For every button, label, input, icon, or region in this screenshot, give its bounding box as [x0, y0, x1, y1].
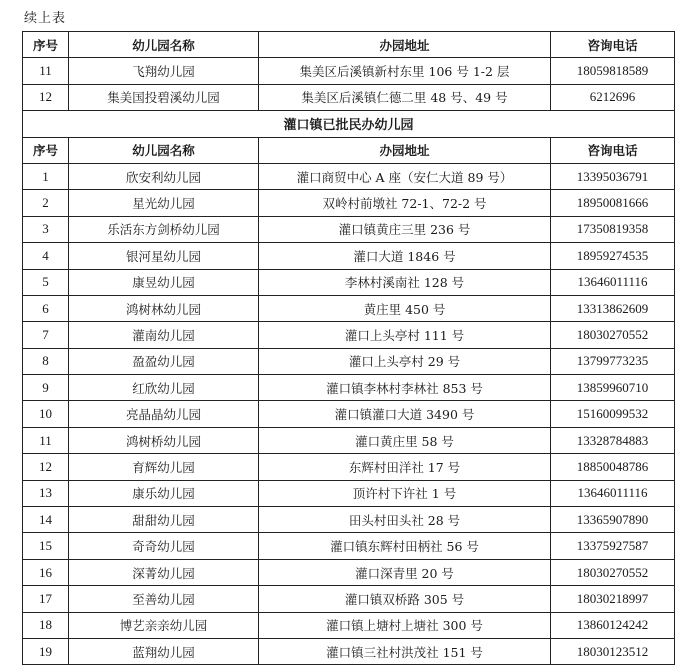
phone-number: 6212696 [551, 84, 675, 110]
kindergarten-address: 灌口镇三社村洪茂社 151 号 [259, 638, 551, 664]
kindergarten-address: 田头村田头社 28 号 [259, 507, 551, 533]
table-row [23, 612, 675, 638]
header-address: 办园地址 [259, 32, 551, 58]
kindergarten-address: 灌口商贸中心 A 座（安仁大道 89 号） [259, 163, 551, 189]
table-row [23, 295, 675, 321]
phone-number: 15160099532 [551, 401, 675, 427]
table-row [23, 533, 675, 559]
table-row [23, 559, 675, 585]
phone-number: 18030270552 [551, 559, 675, 585]
kindergarten-name: 飞翔幼儿园 [69, 58, 259, 84]
header-no: 序号 [23, 137, 69, 163]
kindergarten-name: 亮晶晶幼儿园 [69, 401, 259, 427]
phone-number: 18030123512 [551, 638, 675, 664]
kindergarten-address: 顶许村下许社 1 号 [259, 480, 551, 506]
row-number: 7 [23, 322, 69, 348]
table-row [23, 638, 675, 664]
header-address: 办园地址 [259, 137, 551, 163]
phone-number: 13859960710 [551, 375, 675, 401]
table-row [23, 507, 675, 533]
phone-number: 13860124242 [551, 612, 675, 638]
kindergarten-address: 双岭村前墩社 72-1、72-2 号 [259, 190, 551, 216]
phone-number: 13799773235 [551, 348, 675, 374]
row-number: 13 [23, 480, 69, 506]
phone-number: 18950081666 [551, 190, 675, 216]
kindergarten-name: 博艺亲亲幼儿园 [69, 612, 259, 638]
header-phone: 咨询电话 [551, 137, 675, 163]
table-row [23, 269, 675, 295]
kindergarten-address: 集美区后溪镇新村东里 106 号 1-2 层 [259, 58, 551, 84]
header-row [23, 32, 675, 58]
row-number: 3 [23, 216, 69, 242]
kindergarten-address: 集美区后溪镇仁德二里 48 号、49 号 [259, 84, 551, 110]
bottom-rows [23, 163, 675, 664]
row-number: 15 [23, 533, 69, 559]
kindergarten-name: 蓝翔幼儿园 [69, 638, 259, 664]
phone-number: 13375927587 [551, 533, 675, 559]
table-row [23, 454, 675, 480]
header-phone: 咨询电话 [551, 32, 675, 58]
phone-number: 18959274535 [551, 243, 675, 269]
header-name: 幼儿园名称 [69, 137, 259, 163]
table-row [23, 243, 675, 269]
row-number: 19 [23, 638, 69, 664]
kindergarten-name: 奇奇幼儿园 [69, 533, 259, 559]
kindergarten-address: 灌口大道 1846 号 [259, 243, 551, 269]
kindergarten-address: 灌口镇双桥路 305 号 [259, 586, 551, 612]
row-number: 11 [23, 58, 69, 84]
row-number: 9 [23, 375, 69, 401]
row-number: 17 [23, 586, 69, 612]
kindergarten-name: 欣安利幼儿园 [69, 163, 259, 189]
kindergarten-name: 盈盈幼儿园 [69, 348, 259, 374]
row-number: 1 [23, 163, 69, 189]
row-number: 11 [23, 427, 69, 453]
kindergarten-name: 星光幼儿园 [69, 190, 259, 216]
section-row [23, 111, 675, 137]
row-number: 8 [23, 348, 69, 374]
table-caption: 续上表 [24, 11, 67, 26]
row-number: 10 [23, 401, 69, 427]
kindergarten-name: 集美国投碧溪幼儿园 [69, 84, 259, 110]
kindergarten-name: 康乐幼儿园 [69, 480, 259, 506]
row-number: 18 [23, 612, 69, 638]
top-rows [23, 58, 675, 111]
phone-number: 18030218997 [551, 586, 675, 612]
row-number: 2 [23, 190, 69, 216]
phone-number: 13328784883 [551, 427, 675, 453]
kindergarten-address: 灌口镇上塘村上塘社 300 号 [259, 612, 551, 638]
table-row [23, 401, 675, 427]
table-row [23, 348, 675, 374]
table-row [23, 322, 675, 348]
phone-number: 13646011116 [551, 480, 675, 506]
kindergarten-table [22, 31, 675, 665]
row-number: 4 [23, 243, 69, 269]
kindergarten-name: 育辉幼儿园 [69, 454, 259, 480]
kindergarten-name: 红欣幼儿园 [69, 375, 259, 401]
row-number: 6 [23, 295, 69, 321]
phone-number: 18850048786 [551, 454, 675, 480]
kindergarten-address: 灌口镇灌口大道 3490 号 [259, 401, 551, 427]
table-row [23, 427, 675, 453]
kindergarten-address: 灌口镇李林村李林社 853 号 [259, 375, 551, 401]
kindergarten-address: 灌口上头亭村 111 号 [259, 322, 551, 348]
row-number: 16 [23, 559, 69, 585]
kindergarten-address: 灌口镇黄庄三里 236 号 [259, 216, 551, 242]
kindergarten-name: 银河星幼儿园 [69, 243, 259, 269]
kindergarten-address: 东辉村田洋社 17 号 [259, 454, 551, 480]
section-title: 灌口镇已批民办幼儿园 [23, 111, 675, 137]
table-row [23, 586, 675, 612]
kindergarten-address: 李林村溪南社 128 号 [259, 269, 551, 295]
kindergarten-name: 乐活东方剑桥幼儿园 [69, 216, 259, 242]
row-number: 12 [23, 454, 69, 480]
kindergarten-name: 鸿树林幼儿园 [69, 295, 259, 321]
table-row [23, 375, 675, 401]
row-number: 12 [23, 84, 69, 110]
phone-number: 18059818589 [551, 58, 675, 84]
phone-number: 13646011116 [551, 269, 675, 295]
header-no: 序号 [23, 32, 69, 58]
kindergarten-name: 甜甜幼儿园 [69, 507, 259, 533]
kindergarten-name: 康昱幼儿园 [69, 269, 259, 295]
table-row [23, 163, 675, 189]
kindergarten-name: 至善幼儿园 [69, 586, 259, 612]
table-row [23, 84, 675, 110]
phone-number: 13395036791 [551, 163, 675, 189]
header-name: 幼儿园名称 [69, 32, 259, 58]
phone-number: 17350819358 [551, 216, 675, 242]
kindergarten-name: 灌南幼儿园 [69, 322, 259, 348]
table-row [23, 58, 675, 84]
kindergarten-address: 灌口深青里 20 号 [259, 559, 551, 585]
kindergarten-address: 黄庄里 450 号 [259, 295, 551, 321]
phone-number: 13313862609 [551, 295, 675, 321]
kindergarten-address: 灌口镇东辉村田柄社 56 号 [259, 533, 551, 559]
table-row [23, 216, 675, 242]
kindergarten-name: 鸿树桥幼儿园 [69, 427, 259, 453]
kindergarten-address: 灌口上头亭村 29 号 [259, 348, 551, 374]
table-row [23, 190, 675, 216]
table-row [23, 480, 675, 506]
header-row-2 [23, 137, 675, 163]
row-number: 14 [23, 507, 69, 533]
phone-number: 13365907890 [551, 507, 675, 533]
phone-number: 18030270552 [551, 322, 675, 348]
kindergarten-address: 灌口黄庄里 58 号 [259, 427, 551, 453]
row-number: 5 [23, 269, 69, 295]
kindergarten-name: 深菁幼儿园 [69, 559, 259, 585]
